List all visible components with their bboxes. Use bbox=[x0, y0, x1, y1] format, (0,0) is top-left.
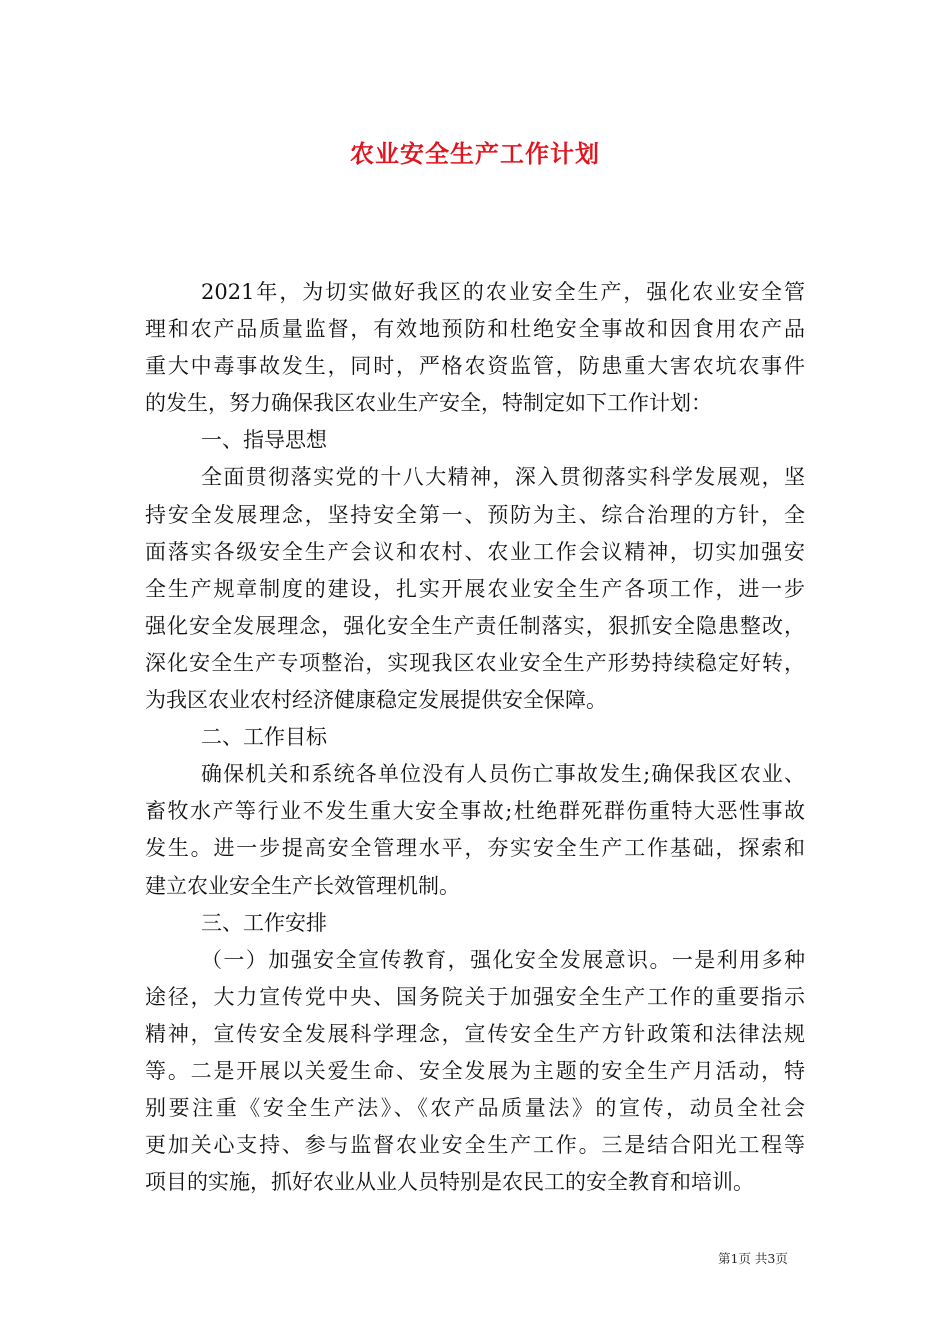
text-line: 更加关心支持、参与监督农业安全生产工作。三是结合阳光工程等 bbox=[145, 1133, 805, 1158]
text-line: 2021年，为切实做好我区的农业安全生产，强化农业安全管 bbox=[201, 280, 805, 304]
text-line: 精神，宣传安全发展科学理念，宣传安全生产方针政策和法律法规 bbox=[145, 1021, 805, 1046]
text-line: 持安全发展理念，坚持安全第一、预防为主、综合治理的方针，全 bbox=[145, 502, 805, 527]
text-line: 三、工作安排 bbox=[201, 910, 327, 935]
text-line: （一）加强安全宣传教育，强化安全发展意识。一是利用多种 bbox=[201, 947, 805, 972]
text-line: 理和农产品质量监督，有效地预防和杜绝安全事故和因食用农产品 bbox=[145, 317, 805, 342]
text-line: 的发生，努力确保我区农业生产安全，特制定如下工作计划： bbox=[145, 391, 712, 416]
text-line: 二、工作目标 bbox=[201, 725, 327, 750]
paragraph bbox=[145, 756, 805, 904]
text-line: 全生产规章制度的建设，扎实开展农业安全生产各项工作，进一步 bbox=[145, 576, 805, 601]
text-line: 为我区农业农村经济健康稳定发展提供安全保障。 bbox=[145, 688, 607, 713]
text-line: 面落实各级安全生产会议和农村、农业工作会议精神，切实加强安 bbox=[145, 539, 805, 564]
text-line: 全面贯彻落实党的十八大精神，深入贯彻落实科学发展观，坚 bbox=[201, 465, 805, 490]
document-body bbox=[145, 274, 805, 1201]
text-line: 强化安全发展理念，强化安全生产责任制落实，狠抓安全隐患整改， bbox=[145, 613, 805, 638]
paragraph bbox=[145, 274, 805, 422]
document-title: 农业安全生产工作计划 bbox=[350, 139, 600, 168]
text-line: 别要注重《安全生产法》、《农产品质量法》的宣传，动员全社会 bbox=[145, 1096, 805, 1121]
text-line: 确保机关和系统各单位没有人员伤亡事故发生;确保我区农业、 bbox=[201, 762, 805, 787]
section-heading bbox=[145, 422, 805, 459]
section-heading bbox=[145, 905, 805, 942]
text-line: 等。二是开展以关爱生命、安全发展为主题的安全生产月活动，特 bbox=[145, 1058, 805, 1083]
text-line: 建立农业安全生产长效管理机制。 bbox=[145, 873, 460, 898]
text-line: 深化安全生产专项整治，实现我区农业安全生产形势持续稳定好转， bbox=[145, 650, 805, 675]
text-line: 发生。进一步提高安全管理水平，夯实安全生产工作基础，探索和 bbox=[145, 836, 805, 861]
section-heading bbox=[145, 719, 805, 756]
text-line: 畜牧水产等行业不发生重大安全事故;杜绝群死群伤重特大恶性事故 bbox=[145, 799, 805, 824]
paragraph bbox=[145, 942, 805, 1202]
page-number: 第1页 共3页 bbox=[718, 1251, 788, 1266]
paragraph bbox=[145, 459, 805, 719]
text-line: 重大中毒事故发生，同时，严格农资监管，防患重大害农坑农事件 bbox=[145, 354, 805, 379]
text-line: 项目的实施，抓好农业从业人员特别是农民工的安全教育和培训。 bbox=[145, 1170, 754, 1195]
text-line: 一、指导思想 bbox=[201, 428, 327, 453]
text-line: 途径，大力宣传党中央、国务院关于加强安全生产工作的重要指示 bbox=[145, 984, 805, 1009]
